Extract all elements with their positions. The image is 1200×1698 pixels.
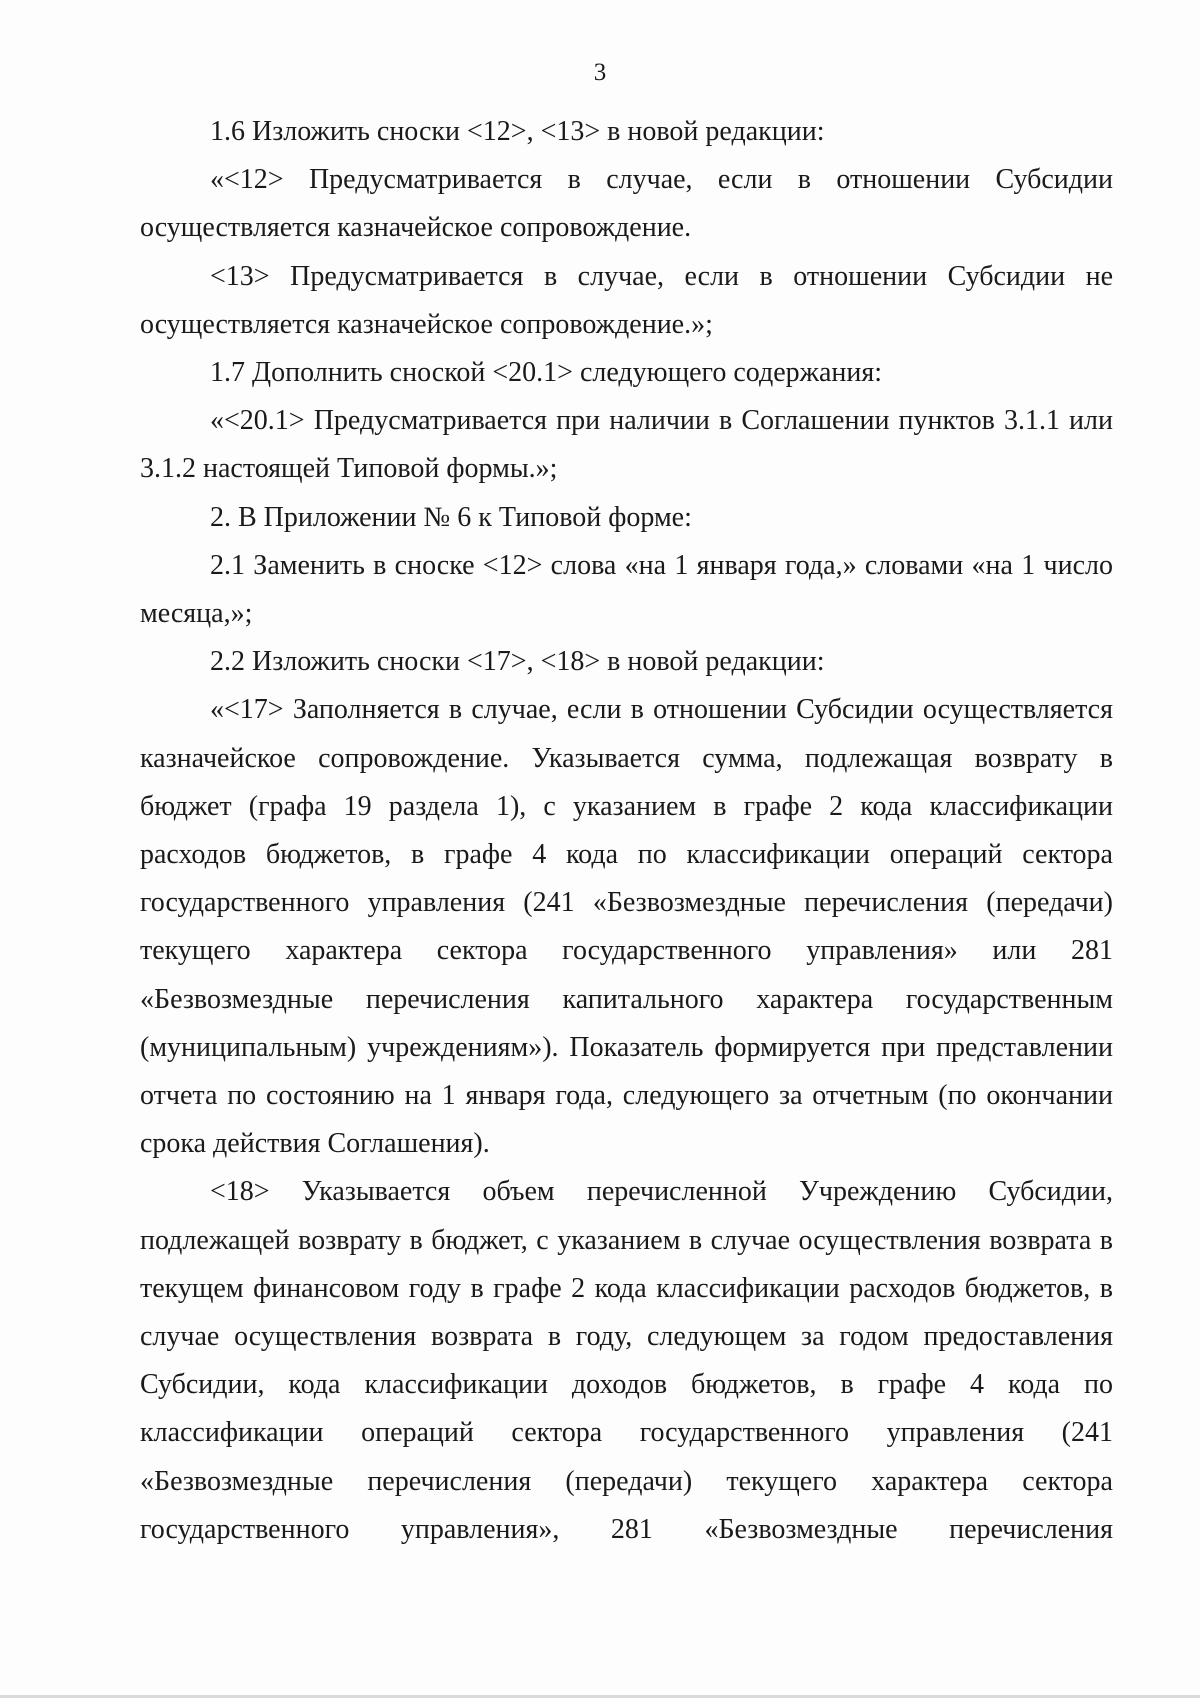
footnote-12-text: «<12> Предусматривается в случае, если в отношении Субсидии осуществляется казначейское сопровождение. <box>140 164 1113 244</box>
paragraph-2: 2. В Приложении № 6 к Типовой форме: <box>210 501 692 533</box>
paragraph-2-1: 2.1 Заменить в сноске <12> слова «на 1 января года,» словами «на 1 число месяца,»; <box>140 549 1113 630</box>
footnote-20-1-text: «<20.1> Предусматривается при наличии в Соглашении пунктов 3.1.1 или 3.1.2 настоящей Типовой формы.»; <box>140 405 1113 485</box>
footnote-17-text: «<17> Заполняется в случае, если в отношении Субсидии осуществляется казначейское сопровождение. Указывается сумма, подлежащая возврату в бюджет (графа 19 раздела 1), с указанием в графе 2 кода классификации расходов бюджетов, в графе 4 кода по классификации операций сектора государственного управления (241 «Безвозмездные перечисления (передачи) текущего характера сектора государственного управления» или 281 «Безвозмездные перечисления капитального характера государственным (муниципальным) учреждениям»). Показатель формируется при представлении отчета по состоянию на 1 января года, следующего за отчетным (по окончании срока действия Соглашения). <box>140 694 1113 1160</box>
paragraph-2-2: 2.2 Изложить сноски <17>, <18> в новой редакции: <box>210 646 825 678</box>
footnote-13-text: <13> Предусматривается в случае, если в отношении Субсидии не осуществляется казначейское сопровождение.»; <box>140 260 1113 340</box>
footnote-18-text: <18> Указывается объем перечисленной Учреждению Субсидии, подлежащей возврату в бюджет, с указанием в случае осуществления возврата в текущем финансовом году в графе 2 кода классификации расходов бюджетов, в случае осуществления возврата в году, следующем за годом предоставления Субсидии, кода классификации доходов бюджетов, в графе 4 кода по классификации операций сектора государственного управления (241 «Безвозмездные перечисления (передачи) текущего характера сектора государственного управления», 281 «Безвозмездные перечисления <box>140 1176 1113 1545</box>
paragraph-1-7: 1.7 Дополнить сноской <20.1> следующего содержания: <box>210 357 883 389</box>
paragraph-1-6: 1.6 Изложить сноски <12>, <13> в новой редакции: <box>210 116 825 147</box>
page-number: 3 <box>593 59 607 86</box>
document-body <box>140 108 1113 1554</box>
